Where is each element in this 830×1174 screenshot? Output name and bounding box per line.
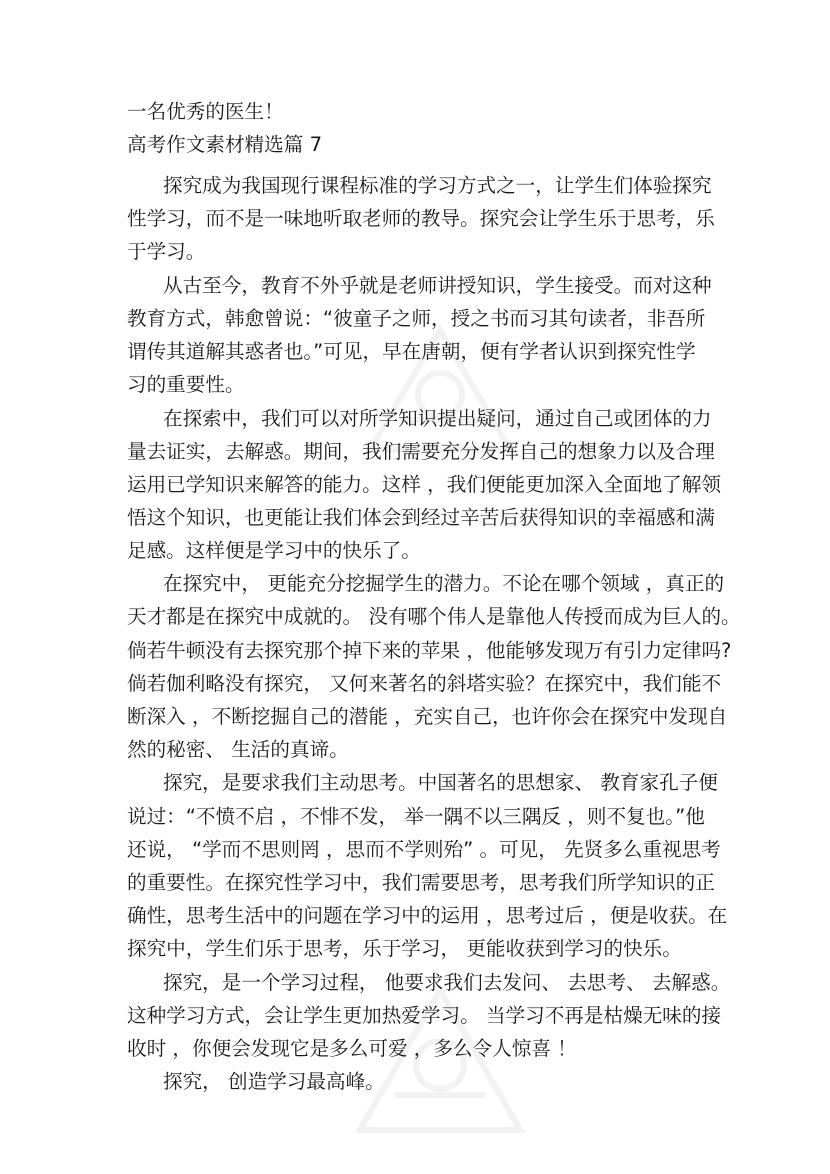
text-line: 断深入 ，不断挖掘自己的潜能 ，充实自己，也许你会在探究中发现自 — [127, 705, 728, 728]
section-title: 高考作文素材精选篇 7 — [127, 133, 323, 156]
text-line: 这种学习方式，会让学生更加热爱学习。 当学习不再是枯燥无味的接 — [127, 1004, 722, 1027]
text-line: 在探究中， 更能充分挖掘学生的潜力。不论在哪个领域 ，真正的 — [163, 572, 725, 595]
text-line: 的重要性。在探究性学习中，我们需要思考，思考我们所学知识的正 — [127, 871, 715, 894]
text-line: 悟这个知识，也更能让我们体会到经过辛苦后获得知识的幸福感和满 — [127, 506, 715, 529]
text-line: 倘若牛顿没有去探究那个掉下来的苹果 ，他能够发现万有引力定律吗? — [127, 639, 732, 662]
text-line: 足感。这样便是学习中的快乐了。 — [127, 539, 421, 562]
text-line: 说过：“不愤不启 ，不悱不发， 举一隅不以三隅反 ，则不复也。”他 — [127, 805, 705, 828]
text-line: 在探索中，我们可以对所学知识提出疑问，通过自己或团体的力 — [163, 407, 712, 430]
text-line: 量去证实，去解惑。期间，我们需要充分发挥自己的想象力以及合理 — [127, 440, 715, 463]
text-line: 还说， “学而不思则罔 ，思而不学则殆” 。可见， 先贤多么重视思考 — [127, 838, 721, 861]
text-line: 一名优秀的医生！ — [127, 100, 284, 123]
text-line: 倘若伽利略没有探究， 又何来著名的斜塔实验？在探究中，我们能不 — [127, 672, 722, 695]
text-line: 探究成为我国现行课程标准的学习方式之一，让学生们体验探究 — [163, 174, 712, 197]
text-line: 于学习。 — [127, 240, 206, 263]
text-line: 探究，是一个学习过程， 他要求我们去发问、 去思考、 去解惑。 — [163, 971, 731, 994]
text-line: 探究， 创造学习最高峰。 — [163, 1070, 385, 1093]
text-line: 从古至今，教育不外乎就是老师讲授知识，学生接受。而对这种 — [163, 274, 712, 297]
text-line: 然的秘密、 生活的真谛。 — [127, 738, 349, 761]
text-line: 收时 ，你便会发现它是多么可爱 ，多么令人惊喜 ！ — [127, 1037, 577, 1060]
text-line: 习的重要性。 — [127, 373, 245, 396]
text-line: 性学习，而不是一味地听取老师的教导。探究会让学生乐于思考，乐 — [127, 207, 715, 230]
text-line: 探究中，学生们乐于思考，乐于学习， 更能收获到学习的快乐。 — [127, 937, 682, 960]
text-line: 教育方式，韩愈曾说：“彼童子之师，授之书而习其句读者，非吾所 — [127, 307, 706, 330]
text-line: 探究，是要求我们主动思考。中国著名的思想家、 教育家孔子便 — [163, 771, 718, 794]
text-line: 运用已学知识来解答的能力。这样 ，我们便能更加深入全面地了解领 — [127, 473, 722, 496]
text-line: 谓传其道解其惑者也。”可见，早在唐朝，便有学者认识到探究性学 — [127, 340, 696, 363]
text-line: 天才都是在探究中成就的。 没有哪个伟人是靠他人传授而成为巨人的。 — [127, 605, 741, 628]
text-line: 确性，思考生活中的问题在学习中的运用 ，思考过后 ，便是收获。在 — [127, 904, 728, 927]
